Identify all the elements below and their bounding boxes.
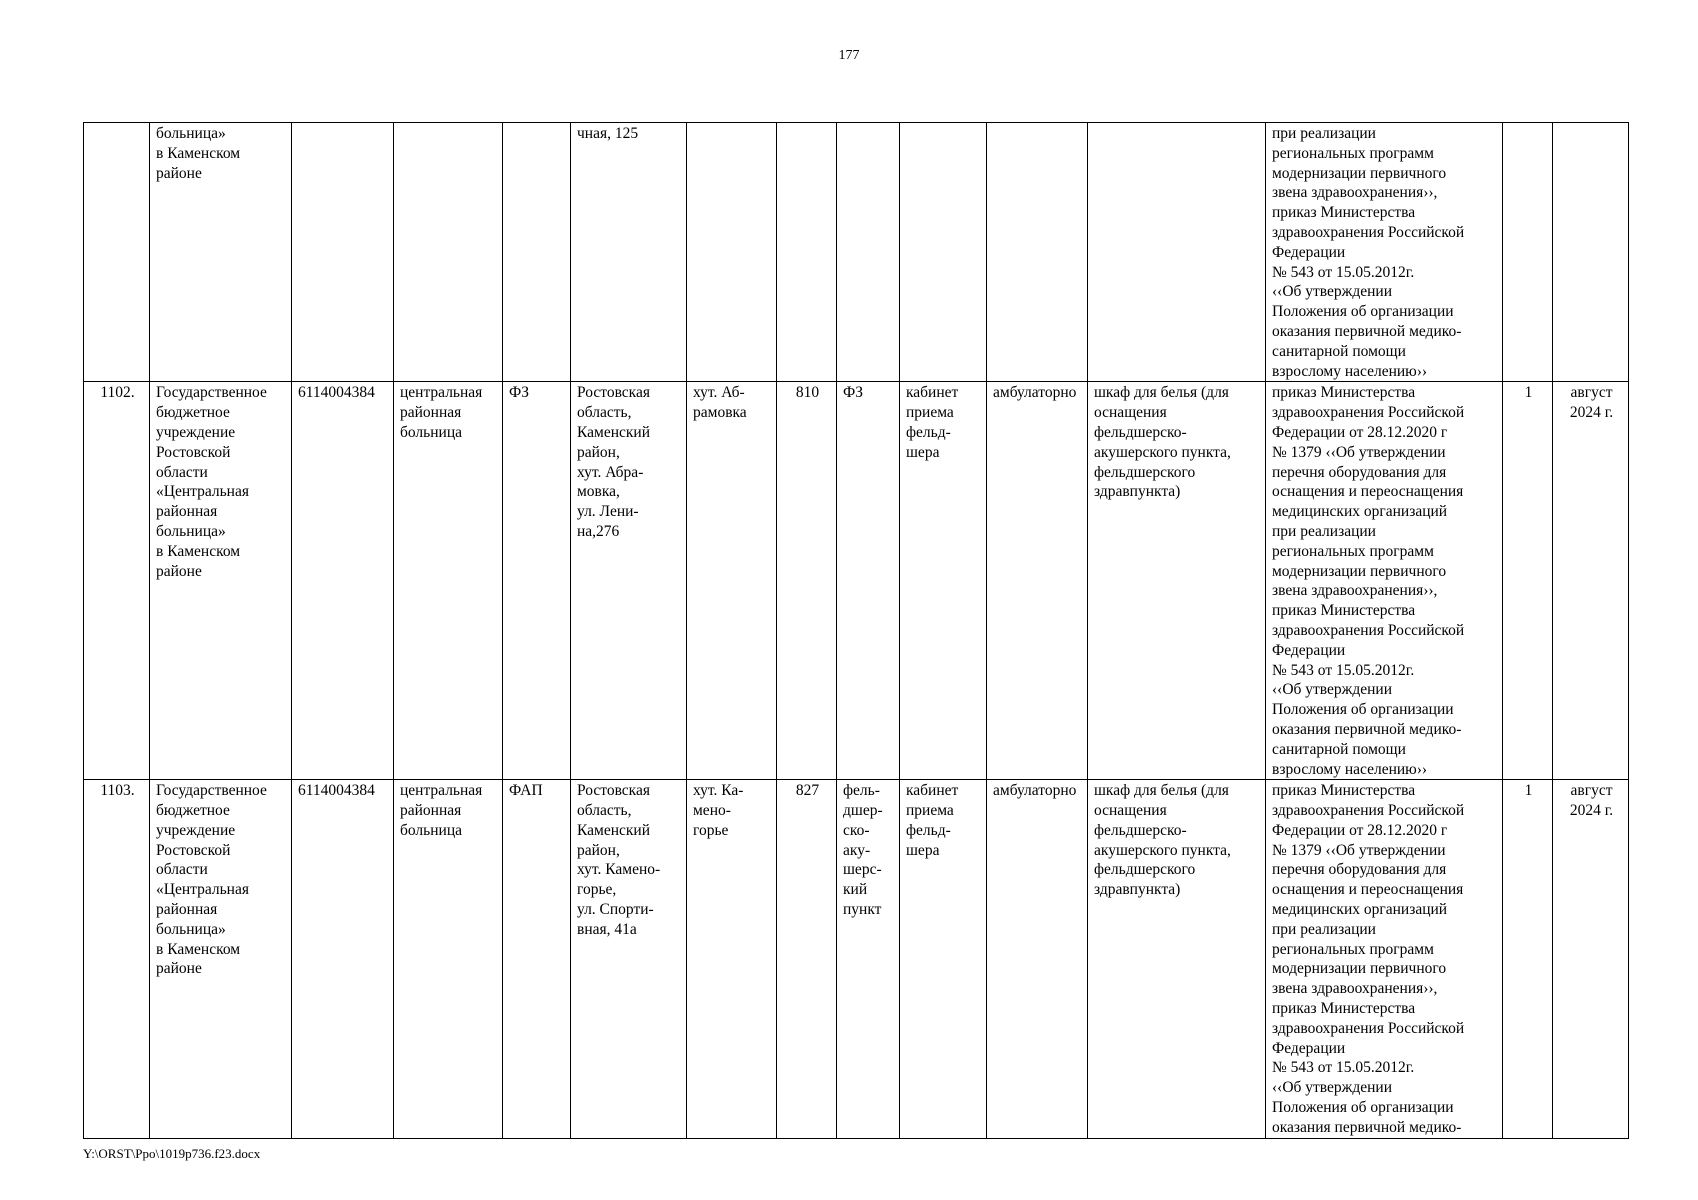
equipment-cell: шкаф для белья (для оснащения фельдшерско- акушерского пункта, фельдшерского здравпункта) (1088, 780, 1266, 1138)
unit-cell: ФЗ (503, 382, 571, 780)
legal-basis-cell: приказ Министерства здравоохранения Российской Федерации от 28.12.2020 г № 1379 ‹‹Об утверждении перечня оборудования для оснащения и переоснащения медицинских организаций при реализации региональных программ модернизации первичного звена здравоохранения››, приказ Министерства здравоохранения Российской Федерации № 543 от 15.05.2012г. ‹‹Об утверждении Положения об организации оказания первичной медико- (1266, 780, 1503, 1138)
table-row (84, 780, 1629, 1138)
quantity-cell (1503, 123, 1553, 382)
quantity-cell: 1 (1503, 382, 1553, 780)
room-cell: кабинет приема фельд- шера (900, 382, 987, 780)
organization-type-cell (394, 123, 503, 382)
table-row (84, 123, 1629, 382)
inn-cell (292, 123, 394, 382)
organization-type-cell: центральная районная больница (394, 780, 503, 1138)
distance-cell: 810 (777, 382, 837, 780)
settlement-cell: хут. Ка- мено- горье (687, 780, 777, 1138)
quantity-cell: 1 (1503, 780, 1553, 1138)
page-number: 177 (838, 48, 860, 63)
room-cell (900, 123, 987, 382)
legal-basis-cell: при реализации региональных программ модернизации первичного звена здравоохранения››, приказ Министерства здравоохранения Российской Федерации № 543 от 15.05.2012г. ‹‹Об утверждении Положения об организации оказания первичной медико- санитарной помощи взрослому населению›› (1266, 123, 1503, 382)
equipment-cell: шкаф для белья (для оснащения фельдшерско- акушерского пункта, фельдшерского здравпункта) (1088, 382, 1266, 780)
date-cell: август 2024 г. (1553, 780, 1629, 1138)
care-type-cell: амбулаторно (987, 780, 1088, 1138)
unit-cell: ФАП (503, 780, 571, 1138)
footer-file-path: Y:\ORST\Ppo\1019p736.f23.docx (83, 1146, 261, 1161)
category-cell: ФЗ (837, 382, 900, 780)
address-cell: Ростовская область, Каменский район, хут. Абра- мовка, ул. Лени- на,276 (571, 382, 687, 780)
category-cell: фель- дшер- ско- аку- шерс- кий пункт (837, 780, 900, 1138)
settlement-cell: хут. Аб- рамовка (687, 382, 777, 780)
category-cell (837, 123, 900, 382)
organization-cell: больница» в Каменском районе (150, 123, 292, 382)
date-cell (1553, 123, 1629, 382)
table-row (84, 382, 1629, 780)
distance-cell: 827 (777, 780, 837, 1138)
inn-cell: 6114004384 (292, 382, 394, 780)
row-number-cell: 1102. (84, 382, 150, 780)
room-cell: кабинет приема фельд- шера (900, 780, 987, 1138)
address-cell: чная, 125 (571, 123, 687, 382)
row-number-cell: 1103. (84, 780, 150, 1138)
organization-cell: Государственное бюджетное учреждение Ростовской области «Центральная районная больница» в Каменском районе (150, 780, 292, 1138)
care-type-cell: амбулаторно (987, 382, 1088, 780)
row-number-cell (84, 123, 150, 382)
unit-cell (503, 123, 571, 382)
address-cell: Ростовская область, Каменский район, хут. Камено- горье, ул. Спорти- вная, 41а (571, 780, 687, 1138)
organization-type-cell: центральная районная больница (394, 382, 503, 780)
date-cell: август 2024 г. (1553, 382, 1629, 780)
settlement-cell (687, 123, 777, 382)
equipment-cell (1088, 123, 1266, 382)
care-type-cell (987, 123, 1088, 382)
legal-basis-cell: приказ Министерства здравоохранения Российской Федерации от 28.12.2020 г № 1379 ‹‹Об утверждении перечня оборудования для оснащения и переоснащения медицинских организаций при реализации региональных программ модернизации первичного звена здравоохранения››, приказ Министерства здравоохранения Российской Федерации № 543 от 15.05.2012г. ‹‹Об утверждении Положения об организации оказания первичной медико- санитарной помощи взрослому населению›› (1266, 382, 1503, 780)
organization-cell: Государственное бюджетное учреждение Ростовской области «Центральная районная больница» в Каменском районе (150, 382, 292, 780)
distance-cell (777, 123, 837, 382)
inn-cell: 6114004384 (292, 780, 394, 1138)
equipment-table (83, 122, 1629, 1139)
